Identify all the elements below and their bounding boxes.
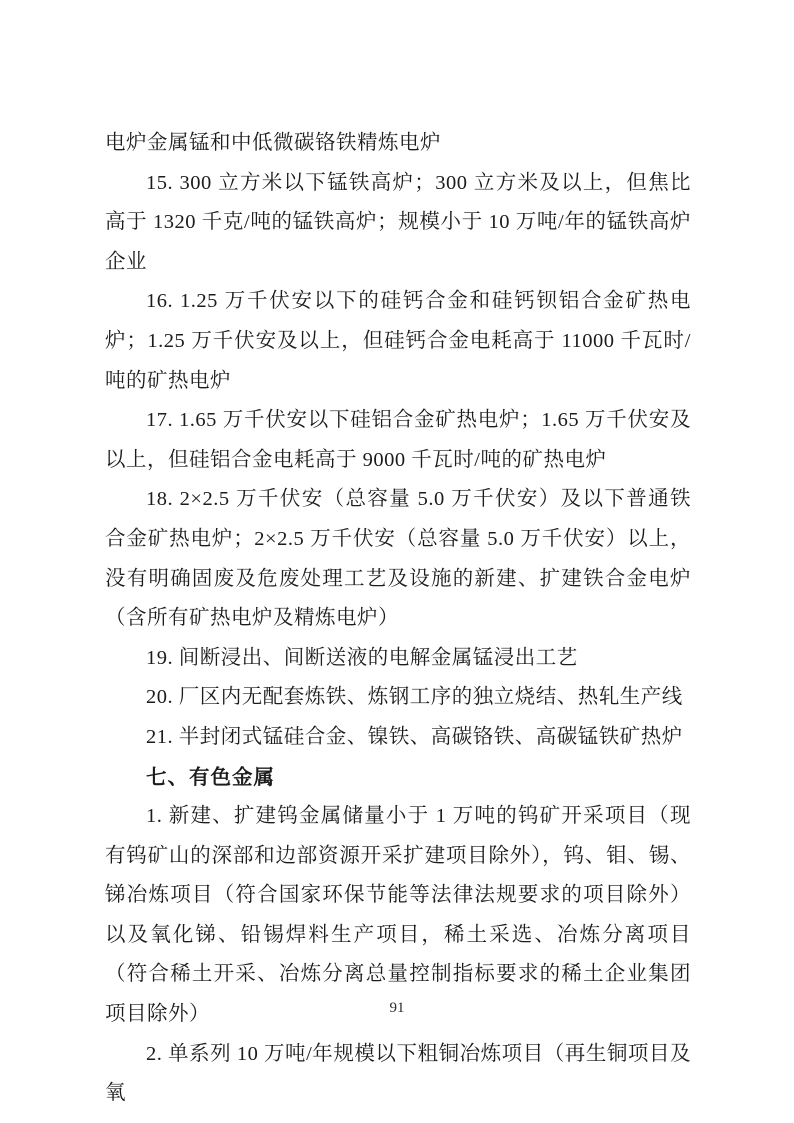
paragraph: 电炉金属锰和中低微碳铬铁精炼电炉 <box>105 132 441 154</box>
paragraph: 1. 新建、扩建钨金属储量小于 1 万吨的钨矿开采项目（现有钨矿山的深部和边部资源开采扩建项目除外），钨、钼、锡、锑冶炼项目（符合国家环保节能等法律法规要求的项目除外）以及氧化锑、铅锡焊料生产项目，稀土采选、冶炼分离项目（符合稀土开采、冶炼分离总量控制指标要求的稀土企业集团项目除外） <box>105 805 691 1026</box>
paragraph: 17. 1.65 万千伏安以下硅铝合金矿热电炉；1.65 万千伏安及以上，但硅铝合金电耗高于 9000 千瓦时/吨的矿热电炉 <box>105 409 691 471</box>
paragraph: 21. 半封闭式锰硅合金、镍铁、高碳铬铁、高碳锰铁矿热炉 <box>146 725 683 748</box>
paragraph: 16. 1.25 万千伏安以下的硅钙合金和硅钙钡铝合金矿热电炉；1.25 万千伏安及以上，但硅钙合金电耗高于 11000 千瓦时/吨的矿热电炉 <box>105 290 691 392</box>
document-body <box>105 124 691 1114</box>
paragraph: 2. 单系列 10 万吨/年规模以下粗铜冶炼项目（再生铜项目及氧 <box>105 1042 691 1105</box>
paragraph: 19. 间断浸出、间断送液的电解金属锰浸出工艺 <box>146 646 578 669</box>
section-heading: 七、有色金属 <box>146 765 275 789</box>
paragraph: 18. 2×2.5 万千伏安（总容量 5.0 万千伏安）及以下普通铁合金矿热电炉；2×2.5 万千伏安（总容量 5.0 万千伏安）以上，没有明确固废及危废处理工艺及设施的新建、扩建铁合金电炉（含所有矿热电炉及精炼电炉） <box>105 488 691 630</box>
paragraph: 20. 厂区内无配套炼铁、炼钢工序的独立烧结、热轧生产线 <box>146 686 683 709</box>
page-number: 91 <box>389 1000 405 1016</box>
paragraph: 15. 300 立方米以下锰铁高炉；300 立方米及以上，但焦比高于 1320 千克/吨的锰铁高炉；规模小于 10 万吨/年的锰铁高炉企业 <box>105 171 691 273</box>
